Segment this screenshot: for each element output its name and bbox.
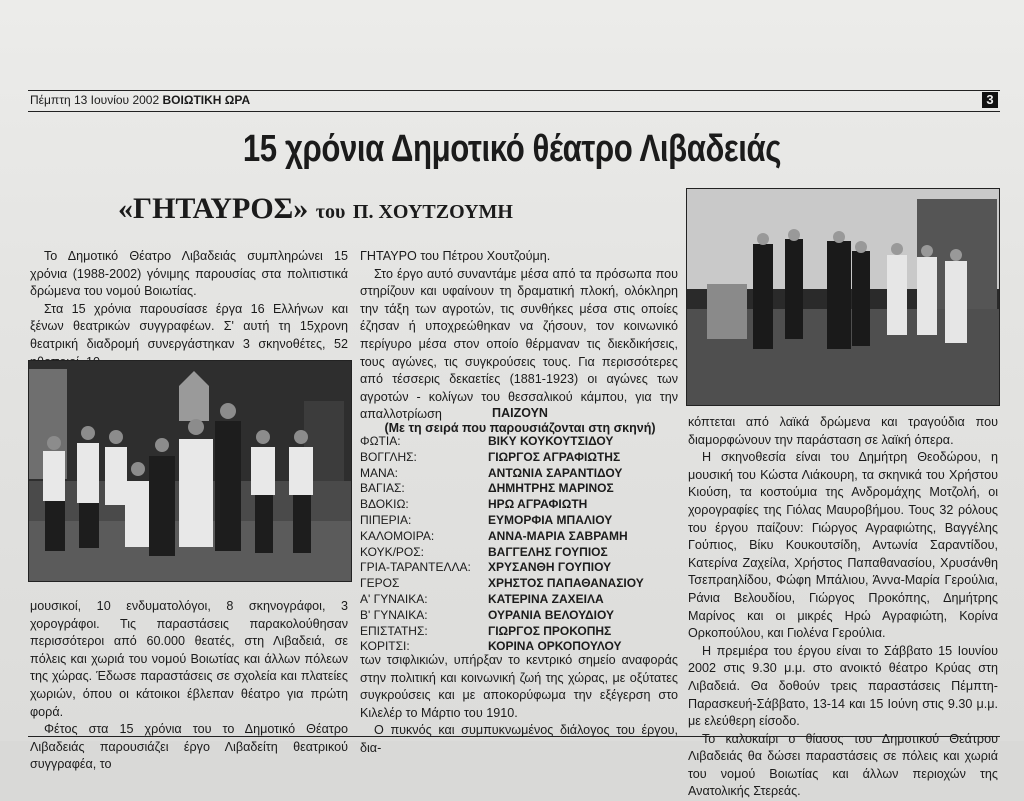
article-headline: 15 χρόνια Δημοτικό θέατρο Λιβαδειάς <box>242 128 782 170</box>
cast-group-photo <box>28 360 352 582</box>
cast-role: ΜΑΝΑ: <box>360 465 399 480</box>
column-3 <box>688 414 998 801</box>
cast-row <box>360 481 690 497</box>
cast-role: ΚΟΥΚ/ΡΟΣ: <box>360 544 425 559</box>
cast-role: Α' ΓΥΝΑΙΚΑ: <box>360 591 428 606</box>
cast-actor: ΚΑΤΕΡΙΝΑ ΖΑΧΕΙΛΑ <box>488 591 604 606</box>
cast-subtitle: (Με τη σειρά που παρουσιάζονται στη σκηνή) <box>384 421 656 435</box>
cast-title: ΠΑΙΖΟΥΝ <box>492 406 548 420</box>
paragraph: Η πρεμιέρα του έργου είναι το Σάββατο 15 Ιουνίου 2002 στις 9.30 μ.μ. στο ανοικτό θέατρο Κρύας στη Λιβαδειά. Θα δοθούν τρεις παραστάσεις Πέμπτη-Παρασκευή-Σάββατο, 13-14 και 15 Ιούνη στις 9.30 μ.μ. με ελεύθερη είσοδο. <box>688 643 998 729</box>
cast-role: ΒΟΓΓΛΗΣ: <box>360 449 417 464</box>
page-number: 3 <box>982 92 998 108</box>
header-date-line <box>30 93 250 107</box>
issue-date: Πέμπτη 13 Ιουνίου 2002 <box>30 93 160 107</box>
article-subhead <box>118 192 513 226</box>
cast-actor: ΓΙΩΡΓΟΣ ΑΓΡΑΦΙΩΤΗΣ <box>488 449 621 464</box>
cast-row <box>360 576 690 592</box>
cast-row <box>360 560 690 576</box>
paragraph: μουσικοί, 10 ενδυματολόγοι, 8 σκηνογράφοι, 3 χορογράφοι. Τις παραστάσεις παρακολούθησαν περισσότεροι από 60.000 θεατές, στη Λιβαδειά, σε πόλεις και χωριά του νομού Βοιωτίας και άλλων πόλεων της χώρας. Έδωσε παραστάσεις σε σχολεία και πλατείες χωριών, όπου οι κάτοικοι έβλεπαν θέατρο για πρώτη φορά. <box>30 599 348 719</box>
stage-scene-image <box>687 189 999 405</box>
cast-role: ΦΩΤΙΑ: <box>360 434 401 448</box>
cast-role: ΚΑΛΟΜΟΙΡΑ: <box>360 528 435 543</box>
cast-row <box>360 513 690 529</box>
paragraph: των τσιφλικιών, υπήρξαν το κεντρικό σημείο αναφοράς στην πολιτική και κοινωνική ζωή της χώρας, με οξύτατες συγκρούσεις και με αποκορύφωμα την εξέγερση στο Κιλελέρ το Μάρτιο του 1910. <box>360 653 678 720</box>
cast-role: ΕΠΙΣΤΑΤΗΣ: <box>360 623 428 638</box>
cast-role: ΓΕΡΟΣ <box>360 576 400 591</box>
cast-actor: ΚΟΡΙΝΑ ΟΡΚΟΠΟΥΛΟΥ <box>488 639 622 654</box>
cast-row <box>360 608 690 624</box>
cast-role: ΚΟΡΙΤΣΙ: <box>360 639 410 654</box>
cast-row <box>360 545 690 561</box>
paragraph: Στο έργο αυτό συναντάμε μέσα από τα πρόσωπα που στηρίζουν και υφαίνουν τη δραματική πλοκή, ολόκληρη την τάξη των αγροτών, τις συνθήκες μέσα στις οποίες έζησαν ή υποχρεώθηκαν να ζήσουν, τον κοινωνικό περίγυρο μέσα στον οποίο θέρμαναν τις διεκδικήσεις, τους αγώνες, τις συγκρούσεις τους. Για περισσότερες από τέσσερις δεκαετίες (1881-1923) οι αγώνες των αγροτών - κολίγων του θεσσαλικού κάμπου, για την απαλλοτρίωση <box>360 266 678 422</box>
column-2-top <box>360 248 678 424</box>
cast-actor: ΟΥΡΑΝΙΑ ΒΕΛΟΥΔΙΟΥ <box>488 607 615 622</box>
cast-role: ΓΡΙΑ-ΤΑΡΑΝΤΕΛΛΑ: <box>360 560 471 575</box>
paragraph: Φέτος στα 15 χρόνια του το Δημοτικό Θέατρο Λιβαδειάς παρουσιάζει έργο Λιβαδείτη θεατρικού συγγραφέα, το <box>30 722 348 772</box>
cast-row <box>360 624 690 640</box>
cast-actor: ΕΥΜΟΡΦΙΑ ΜΠΑΛΙΟΥ <box>488 512 613 527</box>
cast-row <box>360 592 690 608</box>
cast-row <box>360 450 690 466</box>
cast-actor: ΔΗΜΗΤΡΗΣ ΜΑΡΙΝΟΣ <box>488 481 614 496</box>
cast-actor: ΧΡΥΣΑΝΘΗ ΓΟΥΠΙΟΥ <box>488 560 612 575</box>
cast-row <box>360 466 690 482</box>
subhead-by: του <box>315 201 346 223</box>
cast-actor: ΓΙΩΡΓΟΣ ΠΡΟΚΟΠΗΣ <box>488 623 612 638</box>
cast-actor: ΒΑΓΓΕΛΗΣ ΓΟΥΠΙΟΣ <box>488 544 608 559</box>
stage-scene-photo <box>686 188 1000 406</box>
paragraph: Στα 15 χρόνια παρουσίασε έργα 16 Ελλήνων και ξένων θεατρικών συγγραφέων. Σ' αυτή τη 15χρονη θεατρική διαδρομή συνεργάστηκαν 3 σκηνοθέτες, 52 <box>30 301 348 351</box>
cast-actor: ΑΝΝΑ-ΜΑΡΙΑ ΣΑΒΡΑΜΗ <box>488 528 628 543</box>
paragraph: Το καλοκαίρι ο θίασος του Δημοτικού Θεάτρου Λιβαδειάς θα δώσει παραστάσεις σε πόλεις και χωριά του νομού Βοιωτίας και άλλων περιοχών της Ανατολικής Στερεάς. <box>688 731 998 799</box>
paragraph: κόπτεται από λαϊκά δρώμενα και τραγούδια που διαμορφώνουν την παράσταση σε λαϊκή όπερα. <box>688 415 998 447</box>
cast-role: Β' ΓΥΝΑΙΚΑ: <box>360 607 428 622</box>
cast-group-image <box>29 361 351 581</box>
cast-row <box>360 497 690 513</box>
cast-actor: ΗΡΩ ΑΓΡΑΦΙΩΤΗ <box>488 497 588 512</box>
cast-actor: ΒΙΚΥ ΚΟΥΚΟΥΤΣΙΔΟΥ <box>488 434 614 448</box>
paragraph: Το Δημοτικό Θέατρο Λιβαδειάς συμπληρώνει 15 χρόνια (1988-2002) γόνιμης παρουσίας στα πολιτιστικά δρώμενα του νομού Βοιωτίας. <box>30 249 348 299</box>
cast-actor: ΑΝΤΩΝΙΑ ΣΑΡΑΝΤΙΔΟΥ <box>488 465 623 480</box>
cast-role: ΒΔΟΚΙΩ: <box>360 497 409 512</box>
paragraph: Η σκηνοθεσία είναι του Δημήτρη Θεοδώρου, η μουσική του Κώστα Λιάκουρη, τα σκηνικά του Χρήστου Κιούση, τα κοστούμια της Ανδρομάχης Μοτζολή, οι χορογραφίες της Γιόλας Μαυροβήμου. Τους 32 ρόλους του έργου παίζουν: Γιώργος Αγραφιώτης, Βαγγέλης Γούπιος, Βίκυ Κουκουτσίδη, Αντωνία Σαραντίδου, Κατερίνα Ζαχείλα, Χρήστος Παπαθανασίου, Χρυσάνθη Τσεπραηλίδου, Φώφη Μπάλιου, Άννα-Μαρία Γερούλια, Ράνια Βελουδίου, Γιώργος Προκόπης, Δημήτρης Μαρίνος και οι μικρές Ηρώ Αγραφιώτη, Κορίνα Ορκοπούλου, και Γιολένα Γερούλια. <box>688 450 998 641</box>
paragraph: Ο πυκνός και συμπυκνωμένος διάλογος του έργου, δια- <box>360 723 678 755</box>
column-2-bottom <box>360 652 678 758</box>
cast-row <box>360 434 690 450</box>
cast-row <box>360 529 690 545</box>
paragraph: ΓΗΤΑΥΡΟ του Πέτρου Χουτζούμη. <box>360 249 551 263</box>
cast-role: ΒΑΓΙΑΣ: <box>360 481 405 496</box>
cast-heading <box>360 406 680 436</box>
page-header <box>28 90 1000 112</box>
cast-role: ΠΙΠΕΡΙΑ: <box>360 512 412 527</box>
cast-list <box>360 434 690 655</box>
page-bottom-rule <box>28 736 1000 737</box>
play-title: «ΓΗΤΑΥΡΟΣ» <box>118 192 309 225</box>
column-1-bottom <box>30 598 348 774</box>
publication-name: ΒΟΙΩΤΙΚΗ ΩΡΑ <box>162 93 251 107</box>
author-name: Π. ΧΟΥΤΖΟΥΜΗ <box>352 201 513 223</box>
column-1-top <box>30 248 348 371</box>
cast-actor: ΧΡΗΣΤΟΣ ΠΑΠΑΘΑΝΑΣΙΟΥ <box>488 576 644 591</box>
